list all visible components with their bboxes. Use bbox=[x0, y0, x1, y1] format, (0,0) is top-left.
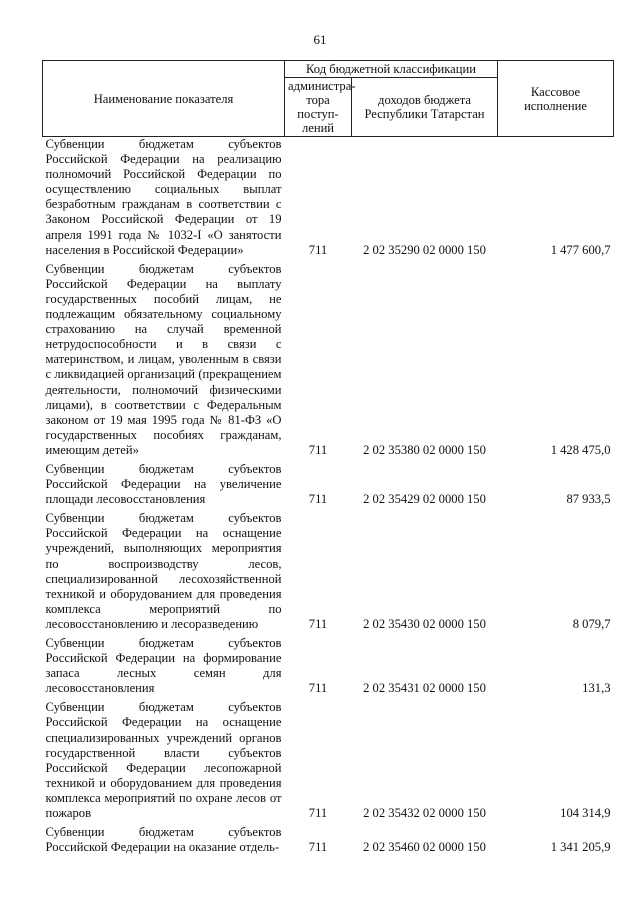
table-row bbox=[43, 511, 614, 636]
row-cash-execution: 131,3 bbox=[582, 681, 611, 696]
row-administrator-code: 711 bbox=[308, 681, 328, 696]
table-body bbox=[43, 137, 614, 860]
table-header bbox=[43, 61, 614, 137]
table-row bbox=[43, 462, 614, 511]
table-row bbox=[43, 825, 614, 859]
row-administrator-code: 711 bbox=[308, 242, 328, 257]
header-cash-execution: Кассовое исполнение bbox=[498, 61, 614, 137]
budget-revenue-table bbox=[42, 60, 614, 859]
row-revenue-code: 2 02 35430 02 0000 150 bbox=[363, 616, 486, 631]
row-indicator-name: Субвенции бюджетам субъектов Российской Федерации на оснащение учреждений, выполняющих мероприятия по воспроизводству лесов, специализированной лесохозяйственной техникой и оборудованием для проведения комплекса мероприятий по лесовосстановлению и лесоразведению bbox=[45, 511, 282, 631]
row-administrator-code: 711 bbox=[308, 616, 328, 631]
row-cash-execution: 1 341 205,9 bbox=[550, 840, 611, 855]
row-cash-execution: 1 428 475,0 bbox=[550, 442, 611, 457]
row-revenue-code: 2 02 35380 02 0000 150 bbox=[363, 442, 486, 457]
row-cash-execution: 1 477 600,7 bbox=[550, 242, 611, 257]
row-cash-execution: 104 314,9 bbox=[560, 806, 611, 821]
row-indicator-name: Субвенции бюджетам субъектов Российской Федерации на формирование запаса лесных семян для лесовосстановления bbox=[45, 636, 282, 696]
row-administrator-code: 711 bbox=[308, 806, 328, 821]
header-budget-revenues: доходов бюджета Республики Татарстан bbox=[352, 78, 498, 137]
row-revenue-code: 2 02 35429 02 0000 150 bbox=[363, 492, 486, 507]
row-indicator-name: Субвенции бюджетам субъектов Российской Федерации на реализацию полномочий Российской Федерации по осуществлению социальных выплат безработным гражданам в соответствии с Законом Российской Федерации от 19 апреля 1991 года № 1032-I «О занятости населения в Российской Федерации» bbox=[45, 137, 282, 257]
header-indicator-name: Наименование показателя bbox=[43, 61, 285, 137]
header-revenue-administrator: администра-тора поступ-лений bbox=[285, 78, 352, 137]
row-indicator-name: Субвенции бюджетам субъектов Российской Федерации на оснащение специализированных учреждений органов государственной власти субъектов Российской Федерации лесопожарной техникой и оборудованием для проведения комплекса мероприятий по охране лесов от пожаров bbox=[45, 700, 282, 821]
row-cash-execution: 8 079,7 bbox=[572, 616, 611, 631]
table-row bbox=[43, 137, 614, 262]
row-revenue-code: 2 02 35431 02 0000 150 bbox=[363, 681, 486, 696]
row-administrator-code: 711 bbox=[308, 442, 328, 457]
row-revenue-code: 2 02 35432 02 0000 150 bbox=[363, 806, 486, 821]
row-revenue-code: 2 02 35460 02 0000 150 bbox=[363, 840, 486, 855]
row-revenue-code: 2 02 35290 02 0000 150 bbox=[363, 242, 486, 257]
row-indicator-name: Субвенции бюджетам субъектов Российской Федерации на выплату государственных пособий лицам, не подлежащим обязательному социальному страхованию на случай временной нетрудоспособности и в связи с материнством, и лицам, уволенным в связи с ликвидацией организаций (прекращением деятельности, полномочий физическими лицами), в соответствии с Федеральным законом от 19 мая 1995 года № 81-ФЗ «О государственных пособиях гражданам, имеющим детей» bbox=[45, 261, 282, 457]
page-number: 61 bbox=[313, 32, 327, 47]
row-administrator-code: 711 bbox=[308, 840, 328, 855]
header-budget-classification-code: Код бюджетной классификации bbox=[285, 61, 498, 78]
row-indicator-name: Субвенции бюджетам субъектов Российской Федерации на оказание отдель- bbox=[45, 825, 282, 855]
table-row bbox=[43, 700, 614, 825]
row-administrator-code: 711 bbox=[308, 492, 328, 507]
row-cash-execution: 87 933,5 bbox=[566, 492, 611, 507]
row-indicator-name: Субвенции бюджетам субъектов Российской Федерации на увеличение площади лесовосстановления bbox=[45, 461, 282, 507]
table-row bbox=[43, 262, 614, 462]
table-row bbox=[43, 636, 614, 700]
